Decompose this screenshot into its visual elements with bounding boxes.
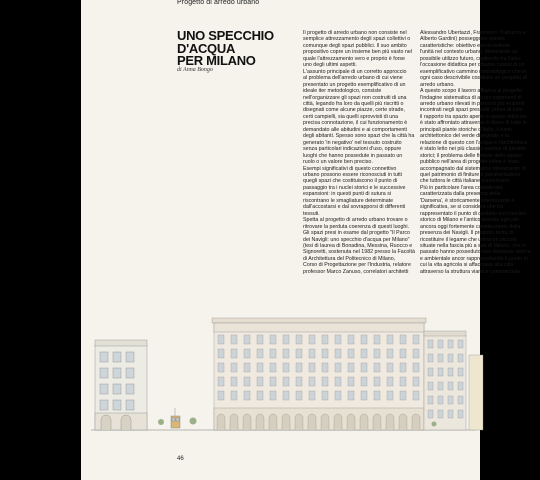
window: [374, 363, 380, 372]
window: [270, 335, 276, 344]
text-line: arredo urbano.: [420, 81, 455, 88]
text-line: che tuttora le città italiane conservano.: [420, 178, 511, 185]
window: [244, 391, 250, 400]
text-line: il rapporto tra spazio aperto e spazio edificato: [420, 113, 527, 120]
window: [309, 377, 315, 386]
arch: [373, 414, 381, 430]
window: [348, 391, 354, 400]
text-line: accompagnato dal sistematico rilevamento di: [420, 165, 526, 172]
text-line: precisa connotazione, il cui funzionamento è: [303, 120, 408, 127]
window: [361, 349, 367, 358]
text-line: ideale iter metodologico, consiste: [303, 88, 382, 95]
window: [428, 410, 433, 418]
window: [361, 363, 367, 372]
text-line: 'Darsena', è storicamente interessante e: [420, 197, 515, 204]
window: [283, 391, 289, 400]
text-line: architettonico del verde disegnato e la: [420, 133, 510, 140]
text-line: l'occasione didattica per chiarire i passi di un: [420, 62, 525, 69]
window: [413, 363, 419, 372]
window: [458, 410, 463, 418]
text-line: espansioni: in questi punti di sutura si: [303, 191, 392, 198]
window: [322, 349, 328, 358]
window: [400, 377, 406, 386]
arch: [243, 414, 251, 430]
window: [438, 410, 443, 418]
window: [400, 391, 406, 400]
text-line: attraverso la struttura viaria e commerciale: [420, 268, 521, 275]
window: [348, 349, 354, 358]
window: [428, 354, 433, 362]
arch: [308, 414, 316, 430]
window: [218, 363, 224, 372]
title-line: PER MILANO: [177, 53, 256, 68]
text-line: l'indagine sistematica di alcuni argomenti di: [420, 94, 522, 101]
window: [387, 377, 393, 386]
text-line: uno degli ultimi aspetti.: [303, 62, 357, 69]
text-line: storico di Milano e l'antico tessuto agricolo: [420, 217, 520, 224]
window: [387, 335, 393, 344]
arch: [360, 414, 368, 430]
window: [348, 377, 354, 386]
window: [296, 377, 302, 386]
arch: [412, 414, 420, 430]
text-line: riscontrano le smagliature determinate: [303, 197, 394, 204]
text-line: principali piante storiche d'Italia; il ruolo: [420, 126, 512, 133]
window: [309, 391, 315, 400]
text-line: caratterizzata dalla presenza della: [420, 191, 501, 198]
window: [428, 368, 433, 376]
window: [231, 363, 237, 372]
window: [283, 377, 289, 386]
window: [387, 363, 393, 372]
window: [244, 349, 250, 358]
window: [244, 335, 250, 344]
text-line: Signoretti, sostenuta nel 1982 presso la Facoltà: [303, 249, 415, 256]
window: [438, 382, 443, 390]
window: [458, 354, 463, 362]
text-line: Alessandro Ubertazzi, Francesco Trabucco e: [420, 30, 526, 36]
text-line: semplice attrezzamento degli spazi collettivi o: [303, 36, 411, 43]
text-line: luoghi che hanno possedute in passato un: [303, 152, 403, 159]
window: [283, 335, 289, 344]
window: [270, 377, 276, 386]
window: [438, 368, 443, 376]
window: [231, 377, 237, 386]
window: [257, 377, 263, 386]
arch: [334, 414, 342, 430]
section-rubric: Progetto di arredo urbano: [177, 0, 260, 6]
window: [257, 335, 263, 344]
text-line: Più in particolare l'area considerata: [420, 184, 503, 191]
window: [438, 396, 443, 404]
text-line: pubblico nell'area di progetto infine è stato: [420, 159, 520, 166]
text-line: professor Marco Zanuso, correlatori architetti: [303, 268, 409, 275]
text-line: passato hanno posseduto una rilevanza storica: [420, 249, 531, 256]
arch: [295, 414, 303, 430]
window: [448, 368, 453, 376]
window: [218, 349, 224, 358]
text-line: senza particolari indicazioni d'uso, oppure: [303, 146, 402, 153]
text-line: Esempi significativi di questo connettivo: [303, 165, 397, 172]
text-line: possibile utilizzo futuro, cogliendo tra l'altro: [420, 55, 521, 62]
text-line: di Architettura del Politecnico di Milano,: [303, 255, 396, 262]
window: [244, 377, 250, 386]
text-line: presentato un progetto esemplificativo di un: [303, 81, 406, 88]
window: [361, 335, 367, 344]
text-line: urbano possono essere riconosciuti in tutti: [303, 171, 402, 178]
text-line: (tesi di laurea di Bonadina, Messina, Ruocco e: [303, 242, 413, 249]
text-line: dei Navigli: uno specchio d'acqua per Milano": [303, 236, 410, 243]
text-line: passaggio tra i nuclei storici e le successive: [303, 184, 406, 191]
left-building: [95, 340, 147, 430]
window: [309, 349, 315, 358]
window: [448, 382, 453, 390]
window: [387, 349, 393, 358]
text-line: ritrovare la perduta coerenza di questi luoghi.: [303, 223, 409, 230]
author-byline: di Anna Bongo: [177, 67, 213, 73]
text-line: dall'accostarsi e dal sovrapporsi di differenti: [303, 204, 406, 211]
arch: [321, 414, 329, 430]
window: [244, 363, 250, 372]
window: [400, 349, 406, 358]
window: [400, 335, 406, 344]
text-line: Corso di Progettazione per l'Industria, relatore: [303, 262, 411, 269]
text-line: comunque degli spazi pubblici. Il suo ambito: [303, 42, 407, 49]
window: [448, 354, 453, 362]
text-line: generato 'in negativo' nel tessuto costruito: [303, 139, 402, 146]
window: [322, 363, 328, 372]
text-line: Alberto Gardini) posseggono queste: [420, 36, 505, 43]
arch: [347, 414, 355, 430]
window: [231, 391, 237, 400]
window: [458, 340, 463, 348]
text-line: Gli spazi presi in esame dal progetto "Il Parco: [303, 230, 410, 237]
text-line: storici; il problema delle finiture dello spazio: [420, 152, 523, 159]
window: [413, 391, 419, 400]
window: [448, 396, 453, 404]
window: [270, 363, 276, 372]
window: [257, 391, 263, 400]
text-line: disegnati come alcune piazze, certe strade,: [303, 107, 405, 114]
window: [448, 410, 453, 418]
window: [428, 396, 433, 404]
text-line: tessuti.: [303, 210, 320, 217]
text-line: ruolo o un valore ben preciso.: [303, 159, 373, 166]
window: [374, 391, 380, 400]
window: [374, 349, 380, 358]
arch: [256, 414, 264, 430]
window: [296, 349, 302, 358]
window: [218, 335, 224, 344]
window: [413, 349, 419, 358]
window: [413, 377, 419, 386]
window: [270, 349, 276, 358]
window: [458, 368, 463, 376]
window: [400, 363, 406, 372]
facade-elevation-drawing: [81, 0, 480, 480]
window: [322, 391, 328, 400]
arch: [217, 414, 225, 430]
window: [348, 335, 354, 344]
text-line: nell'organizzare gli spazi non costruiti di una: [303, 94, 407, 101]
edge-building: [469, 355, 483, 430]
window: [257, 363, 263, 372]
title-line: UNO SPECCHIO: [177, 28, 274, 43]
text-line: Il progetto di arredo urbano non consiste nel: [303, 30, 407, 36]
text-line: ancora oggi fortemente caratterizzato dalla: [420, 223, 521, 230]
window: [387, 391, 393, 400]
arch: [269, 414, 277, 430]
text-line: l'unità nel contesto urbano, delineando un: [420, 49, 518, 56]
window: [458, 382, 463, 390]
window: [438, 354, 443, 362]
text-line: al problema dell'arredo urbano di cui viene: [303, 75, 403, 82]
window: [231, 335, 237, 344]
text-line: ogni caso descrivibile costituire un progetto di: [420, 75, 527, 82]
text-line: quale l'attrezzamento vero e proprio è forse: [303, 55, 406, 62]
text-line: situate nella fascia più a sud di Milano, che in: [420, 242, 527, 249]
window: [309, 363, 315, 372]
text-line: Spetta al progetto di arredo urbano trovare o: [303, 217, 408, 224]
text-line: relazione di questo con l'acqua e l'architettura: [420, 139, 528, 146]
window: [309, 335, 315, 344]
window: [296, 335, 302, 344]
tram-figure: [171, 408, 180, 428]
text-line: quel patrimonio di finiture e pavimentazioni: [420, 171, 521, 178]
text-line: città, legando fra loro da quelli più riscritti o: [303, 100, 404, 107]
text-line: è stato letto nei più classici esempi di giardini: [420, 146, 526, 153]
window: [231, 349, 237, 358]
text-line: incontrati negli spazi prescelti: prima di tutto: [420, 107, 523, 114]
text-line: demandato alle abitudini e ai comportamenti: [303, 126, 407, 133]
window: [335, 363, 341, 372]
text-line: cui la vita agricola si affacciava alla città: [420, 262, 514, 269]
text-line: quegli spazi che costituiscono il punto di: [303, 178, 398, 185]
text-line: certi campielli, sia quelli sprovvisti di una: [303, 113, 399, 120]
text-line: è stato affrontato attraverso il rilievo di tutte le: [420, 120, 527, 127]
window: [218, 391, 224, 400]
window: [361, 391, 367, 400]
arch: [386, 414, 394, 430]
text-line: rappresentato il punto di contatto tra il nucleo: [420, 210, 526, 217]
window: [296, 363, 302, 372]
text-line: L'assunto principale di un corretto approccio: [303, 68, 407, 75]
window: [322, 335, 328, 344]
magazine-page: [81, 0, 531, 480]
window: [322, 377, 328, 386]
text-line: significativa, se si considera che ha: [420, 204, 504, 211]
text-line: ricostituire il legame che univa tre piccole: [420, 236, 517, 243]
window: [296, 391, 302, 400]
window: [283, 363, 289, 372]
arch: [282, 414, 290, 430]
window: [458, 396, 463, 404]
window: [335, 349, 341, 358]
window: [448, 340, 453, 348]
title-line: D'ACQUA: [177, 40, 236, 56]
window: [438, 340, 443, 348]
arch: [399, 414, 407, 430]
window: [335, 391, 341, 400]
window: [218, 377, 224, 386]
window: [335, 377, 341, 386]
text-line: presenza dei Navigli. Il progetto tenta di: [420, 230, 514, 237]
window: [348, 363, 354, 372]
window: [361, 377, 367, 386]
window: [270, 391, 276, 400]
window: [428, 382, 433, 390]
text-line: arredo urbano rilevati in percorsi più evidenti: [420, 100, 525, 107]
arch: [230, 414, 238, 430]
text-line: propositivo copre un insieme ben più vasto nel: [303, 49, 412, 56]
page-number: 46: [177, 456, 184, 462]
text-line: A questo scopo il lavoro affianca al progetto: [420, 88, 523, 95]
window: [413, 335, 419, 344]
window: [374, 335, 380, 344]
window: [335, 335, 341, 344]
text-line: degli abitanti. Spesso sono spazi che la città ha: [303, 133, 415, 140]
window: [374, 377, 380, 386]
window: [428, 340, 433, 348]
window: [283, 349, 289, 358]
text-line: esemplificativo cammino metodologico che in: [420, 68, 527, 75]
text-line: e ambientale ancor rappresentando il punto in: [420, 255, 528, 262]
text-line: caratteristiche: obiettivo era ricostituire: [420, 42, 511, 49]
window: [257, 349, 263, 358]
